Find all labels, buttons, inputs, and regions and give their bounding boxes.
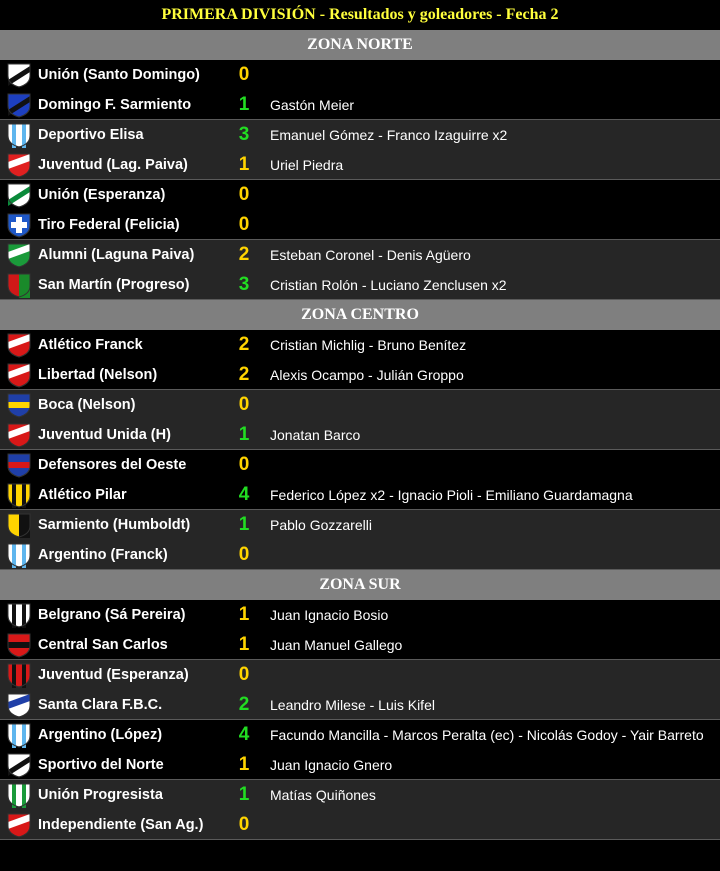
home-team-row (0, 120, 720, 150)
team-crest-icon (6, 242, 32, 268)
team-score: 4 (238, 724, 250, 745)
match-block (0, 180, 720, 240)
home-team-row (0, 510, 720, 540)
team-score: 1 (238, 633, 250, 655)
goal-scorers: Cristian Michlig - Bruno Benítez (270, 337, 467, 353)
home-team-row (0, 780, 720, 810)
team-crest-icon (6, 662, 32, 688)
team-crest-icon (6, 362, 32, 388)
team-crest-icon (6, 332, 32, 358)
home-team-row (0, 330, 720, 360)
team-crest-icon (6, 722, 32, 748)
home-team-row (0, 390, 720, 420)
team-name: Deportivo Elisa (38, 127, 144, 143)
match-block (0, 390, 720, 450)
team-name: Unión (Esperanza) (38, 187, 166, 203)
team-score: 3 (238, 124, 250, 145)
team-crest-icon (6, 512, 32, 538)
goal-scorers: Jonatan Barco (270, 426, 361, 443)
match-block (0, 450, 720, 510)
team-crest-icon (6, 422, 32, 448)
team-crest-icon (6, 122, 32, 148)
team-crest-icon (6, 812, 32, 838)
team-crest-icon (6, 92, 32, 118)
away-team-row (0, 810, 720, 839)
goal-scorers: Juan Manuel Gallego (270, 636, 403, 653)
match-block (0, 240, 720, 300)
team-crest-icon (6, 212, 32, 238)
team-crest-icon (6, 752, 32, 778)
home-team-row (0, 60, 720, 90)
team-score: 0 (238, 664, 250, 685)
away-team-row (0, 210, 720, 239)
team-crest-icon (6, 482, 32, 508)
goal-scorers: Juan Ignacio Bosio (270, 607, 389, 623)
team-score: 3 (238, 273, 250, 295)
match-block (0, 660, 720, 720)
home-team-row (0, 660, 720, 690)
home-team-row (0, 240, 720, 270)
goal-scorers: Uriel Piedra (270, 156, 344, 173)
team-name: Sarmiento (Humboldt) (38, 517, 191, 533)
away-team-row (0, 630, 720, 659)
team-crest-icon (6, 602, 32, 628)
team-crest-icon (6, 692, 32, 718)
zones-container (0, 30, 720, 840)
team-score: 2 (238, 363, 250, 385)
team-name: Atlético Franck (38, 337, 143, 353)
goal-scorers: Alexis Ocampo - Julián Groppo (270, 366, 464, 383)
away-team-row (0, 480, 720, 509)
team-score: 1 (238, 784, 250, 805)
team-crest-icon (6, 452, 32, 478)
away-team-row (0, 540, 720, 569)
goal-scorers: Pablo Gozzarelli (270, 517, 372, 533)
team-score: 1 (238, 423, 250, 445)
team-score: 2 (238, 334, 250, 355)
team-score: 1 (238, 753, 250, 775)
team-score: 0 (238, 543, 250, 565)
match-block (0, 720, 720, 780)
team-name: Atlético Pilar (38, 486, 127, 503)
team-name: Unión (Santo Domingo) (38, 67, 200, 83)
team-crest-icon (6, 542, 32, 568)
team-name: Unión Progresista (38, 787, 163, 803)
match-block (0, 780, 720, 840)
team-score: 1 (238, 153, 250, 175)
home-team-row (0, 450, 720, 480)
team-score: 2 (238, 244, 250, 265)
goal-scorers: Gastón Meier (270, 96, 355, 113)
team-score: 2 (238, 693, 250, 715)
away-team-row (0, 750, 720, 779)
team-name: Belgrano (Sá Pereira) (38, 607, 186, 623)
team-name: Domingo F. Sarmiento (38, 96, 192, 113)
away-team-row (0, 360, 720, 389)
away-team-row (0, 690, 720, 719)
goal-scorers: Juan Ignacio Gnero (270, 756, 393, 773)
team-score: 0 (238, 813, 250, 835)
team-score: 0 (238, 213, 250, 235)
team-score: 4 (238, 483, 250, 505)
team-name: Sportivo del Norte (38, 756, 164, 773)
page-title: PRIMERA DIVISIÓN - Resultados y goleadores - Fecha 2 (0, 0, 720, 30)
team-crest-icon (6, 392, 32, 418)
team-name: Boca (Nelson) (38, 397, 136, 413)
zone-header: ZONA NORTE (0, 30, 720, 60)
team-crest-icon (6, 152, 32, 178)
team-name: Alumni (Laguna Paiva) (38, 247, 195, 263)
team-name: Independiente (San Ag.) (38, 816, 204, 833)
team-name: Tiro Federal (Felicia) (38, 216, 180, 233)
zone-header: ZONA CENTRO (0, 300, 720, 330)
goal-scorers: Federico López x2 - Ignacio Pioli - Emiliano Guardamagna (270, 486, 633, 503)
team-name: Juventud Unida (H) (38, 426, 171, 443)
team-crest-icon (6, 632, 32, 658)
team-name: Juventud (Esperanza) (38, 667, 189, 683)
team-score: 0 (238, 184, 250, 205)
team-name: Libertad (Nelson) (38, 366, 158, 383)
team-score: 1 (238, 93, 250, 115)
team-score: 1 (238, 604, 250, 625)
team-name: Argentino (Franck) (38, 546, 168, 563)
match-block (0, 60, 720, 120)
goal-scorers: Facundo Mancilla - Marcos Peralta (ec) - Nicolás Godoy - Yair Barreto (270, 727, 704, 743)
home-team-row (0, 720, 720, 750)
match-block (0, 600, 720, 660)
goal-scorers: Cristian Rolón - Luciano Zenclusen x2 (270, 276, 507, 293)
match-block (0, 510, 720, 570)
home-team-row (0, 600, 720, 630)
goal-scorers: Matías Quiñones (270, 787, 376, 803)
team-score: 0 (238, 454, 250, 475)
bottom-spacer (0, 840, 720, 870)
team-score: 0 (238, 394, 250, 415)
team-crest-icon (6, 62, 32, 88)
team-crest-icon (6, 182, 32, 208)
away-team-row (0, 150, 720, 179)
team-crest-icon (6, 272, 32, 298)
away-team-row (0, 420, 720, 449)
team-name: Santa Clara F.B.C. (38, 696, 163, 713)
team-name: Central San Carlos (38, 636, 168, 653)
team-name: Juventud (Lag. Paiva) (38, 156, 188, 173)
away-team-row (0, 270, 720, 299)
team-name: Defensores del Oeste (38, 457, 187, 473)
goal-scorers: Emanuel Gómez - Franco Izaguirre x2 (270, 127, 508, 143)
team-score: 1 (238, 514, 250, 535)
zone-header: ZONA SUR (0, 570, 720, 600)
match-block (0, 330, 720, 390)
team-score: 0 (238, 64, 250, 85)
home-team-row (0, 180, 720, 210)
team-name: San Martín (Progreso) (38, 276, 190, 293)
goal-scorers: Leandro Milese - Luis Kifel (270, 696, 435, 713)
away-team-row (0, 90, 720, 119)
match-block (0, 120, 720, 180)
team-name: Argentino (López) (38, 727, 163, 743)
goal-scorers: Esteban Coronel - Denis Agüero (270, 247, 471, 263)
team-crest-icon (6, 782, 32, 808)
